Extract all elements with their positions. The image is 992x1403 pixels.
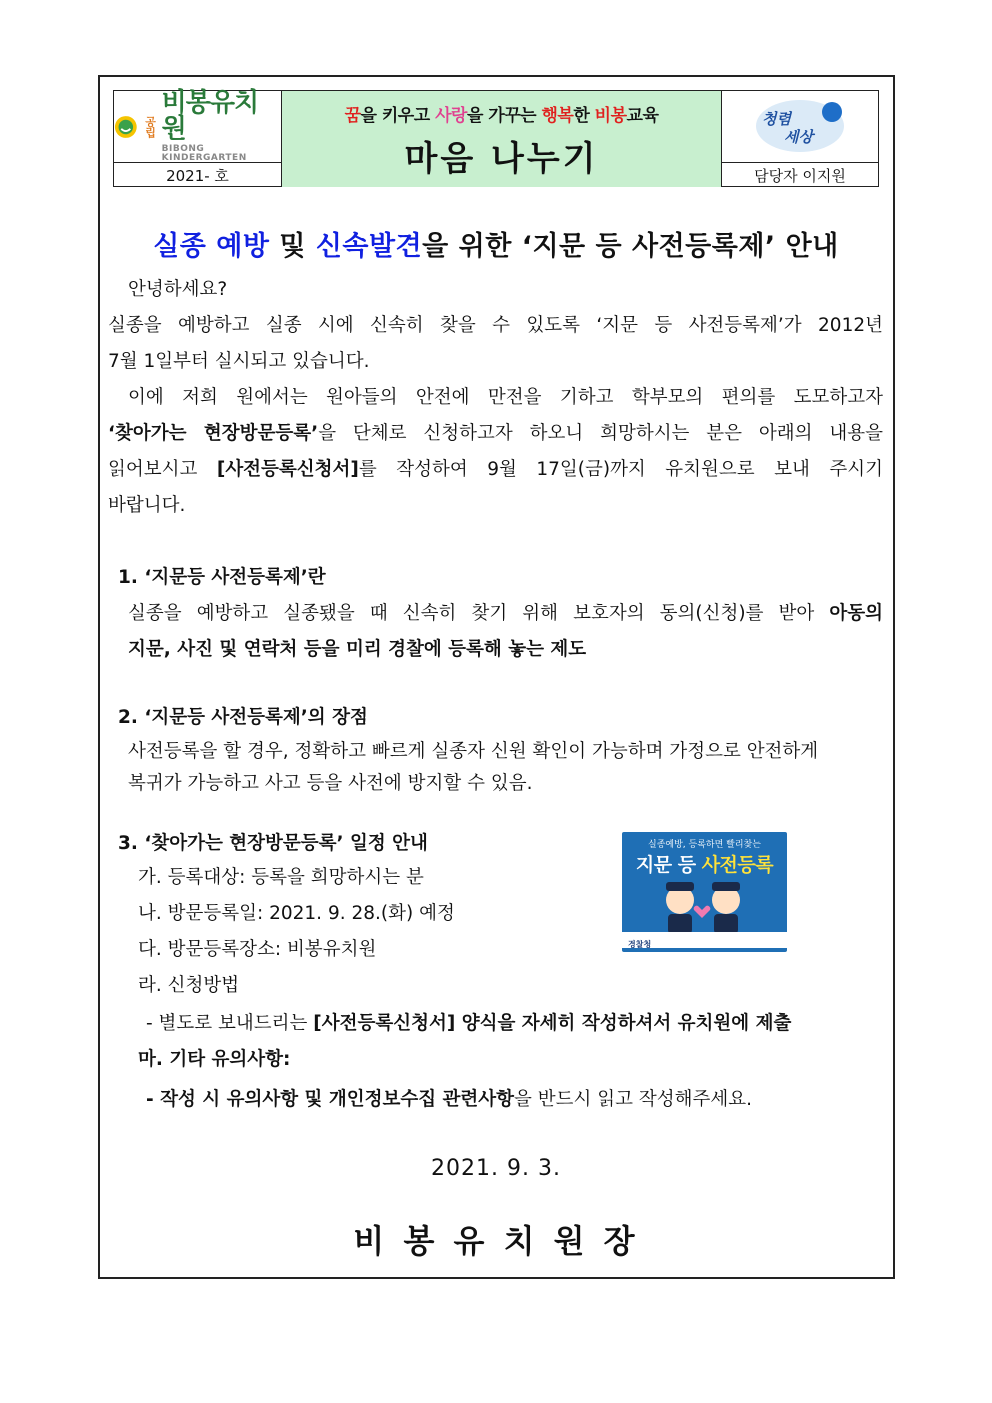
section-2-line-2: 복귀가 가능하고 사고 등을 사전에 방지할 수 있음. xyxy=(128,773,533,794)
poster-tagline: 실종예방, 등록하면 빨리찾는 xyxy=(648,840,761,850)
logo-smile-icon xyxy=(114,112,138,142)
schedule-method: 라. 신청방법 xyxy=(138,975,240,996)
schedule-date: 나. 방문등록일: 2021. 9. 28.(화) 예정 xyxy=(138,903,455,924)
schedule-notes: 마. 기타 유의사항: xyxy=(138,1049,291,1070)
notice-title: 실종 예방 및 신속발견을 위한 ‘지문 등 사전등록제’ 안내 xyxy=(153,231,839,262)
newsletter-title: 마음 나누기 xyxy=(404,139,599,179)
slogan: 꿈을 키우고 사랑을 가꾸는 행복한 비봉교육 xyxy=(344,106,659,126)
section-1-title: 1. ‘지문등 사전등록제’란 xyxy=(118,567,326,588)
svg-text:세상: 세상 xyxy=(784,127,813,146)
section-2-line-1: 사전등록을 할 경우, 정확하고 빠르게 실종자 신원 확인이 가능하며 가정으로 안전하게 xyxy=(128,741,819,762)
section-3-title: 3. ‘찾아가는 현장방문등록’ 일정 안내 xyxy=(118,833,428,854)
section-2-title: 2. ‘지문등 사전등록제’의 장점 xyxy=(118,707,368,728)
logo-name: 비봉유치원 xyxy=(161,88,259,144)
section-1-line-1: 실종을 예방하고 실종됐을 때 신속히 찾기 위해 보호자의 동의(신청)를 받아 아동의 xyxy=(128,603,883,624)
registration-poster xyxy=(622,832,787,952)
paragraph-2-line-2: ‘찾아가는 현장방문등록’을 단체로 신청하고자 하오니 희망하시는 분은 아래의 내용을 xyxy=(108,423,883,444)
staff-in-charge: 담당자 이지원 xyxy=(754,166,846,185)
paragraph-1-line-2: 7월 1일부터 실시되고 있습니다. xyxy=(108,351,370,372)
paragraph-1-line-1: 실종을 예방하고 실종 시에 신속히 찾을 수 있도록 ‘지문 등 사전등록제’가 2012년 xyxy=(108,315,883,336)
logo-public-label: 공립 xyxy=(143,115,157,138)
signature: 비 봉 유 치 원 장 xyxy=(353,1222,639,1260)
section-1-line-2: 지문, 사진 및 연락처 등을 미리 경찰에 등록해 놓는 제도 xyxy=(128,639,587,660)
integrity-emblem xyxy=(722,91,878,163)
header-title-cell xyxy=(282,91,722,187)
paragraph-2-line-3: 읽어보시고 [사전등록신청서]를 작성하여 9월 17일(금)까지 유치원으로 보내 주시기 xyxy=(108,459,883,480)
paragraph-2-line-4: 바랍니다. xyxy=(108,495,186,516)
kindergarten-logo xyxy=(114,88,282,163)
poster-police-label: 경찰청 xyxy=(628,940,652,949)
svg-text:청렴: 청렴 xyxy=(762,109,791,128)
schedule-method-detail: - 별도로 보내드리는 [사전등록신청서] 양식을 자세히 작성하셔서 유치원에 제출 xyxy=(146,1013,792,1034)
paragraph-2-line-1: 이에 저희 원에서는 원아들의 안전에 만전을 기하고 학부모의 편의를 도모하고자 xyxy=(128,387,883,408)
integrity-emblem-icon xyxy=(750,96,850,158)
issue-number: 2021- 호 xyxy=(114,163,282,187)
schedule-notes-detail: - 작성 시 유의사항 및 개인정보수집 관련사항을 반드시 읽고 작성해주세요. xyxy=(146,1089,752,1110)
schedule-target: 가. 등록대상: 등록을 희망하시는 분 xyxy=(138,867,424,888)
greeting: 안녕하세요? xyxy=(128,279,228,300)
schedule-place: 다. 방문등록장소: 비봉유치원 xyxy=(138,939,377,960)
notice-date: 2021. 9. 3. xyxy=(431,1156,561,1181)
header-table xyxy=(113,90,879,187)
logo-english: BIBONG KINDERGARTEN xyxy=(161,144,247,163)
poster-characters-icon xyxy=(622,876,787,948)
poster-headline: 지문 등 사전등록 xyxy=(635,854,774,876)
